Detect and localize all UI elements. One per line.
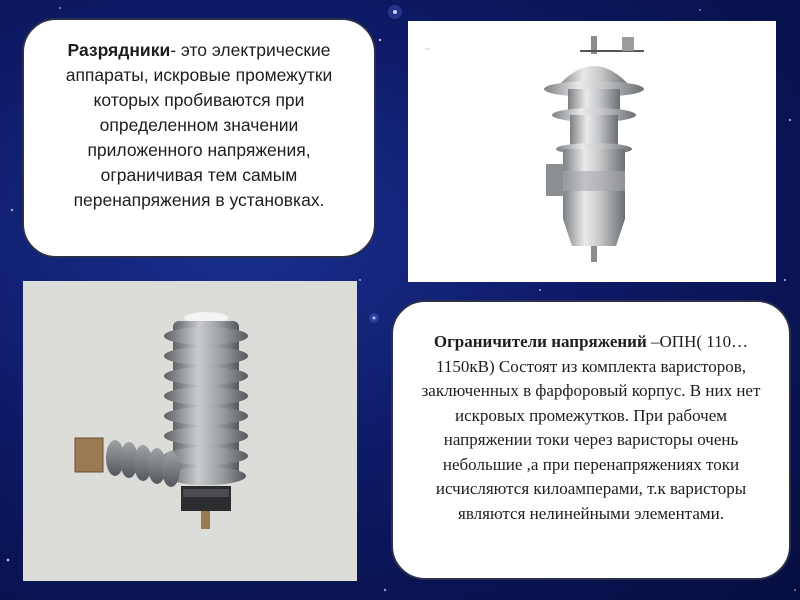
limiter-description: –ОПН( 110…1150кВ) Состоят из комплекта варисторов, заключенных в фарфоровый корпус. В них нет искровых промежутков. При рабочем напряжении токи через варисторы очень небольшие ,а при перенапряжениях токи исчисляются килоамперами, т.к варисторы являются нелинейными элементами. bbox=[421, 332, 761, 523]
voltage-limiter-card bbox=[391, 300, 791, 580]
arrester-term: Разрядники bbox=[67, 40, 171, 60]
surge-limiter-image bbox=[23, 281, 357, 581]
arrester-description: - это электрические аппараты, искровые промежутки которых пробиваются при определенном значении приложенного напряжения, ограничивая тем самым перенапряжения в установках. bbox=[65, 40, 333, 210]
arrester-definition-card bbox=[22, 18, 376, 258]
valve-arrester-image bbox=[408, 21, 776, 282]
limiter-term: Ограничители напряжений bbox=[433, 332, 647, 351]
